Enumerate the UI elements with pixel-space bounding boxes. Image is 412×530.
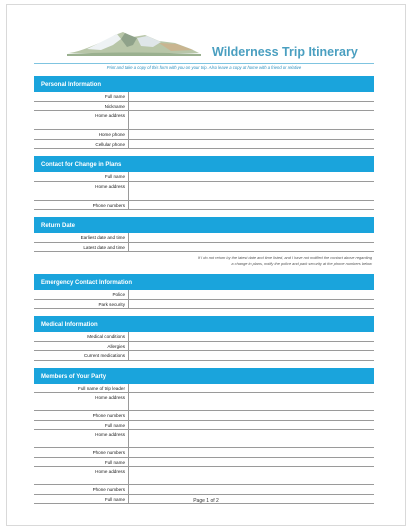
leader-address-field[interactable] (128, 393, 374, 410)
field-row (34, 233, 374, 243)
return-note-line: a change in plans, notify the police and park security at the phone numbers below (231, 261, 372, 266)
field-label: Phone numbers (92, 202, 125, 208)
field-label: Allergies (107, 343, 125, 349)
home-phone-field[interactable] (128, 130, 374, 139)
nickname-field[interactable] (128, 102, 374, 111)
field-row (34, 102, 374, 112)
field-row (34, 182, 374, 201)
field-row (34, 92, 374, 102)
field-row (34, 332, 374, 342)
medical-conditions-field[interactable] (128, 332, 374, 341)
return-note (34, 252, 374, 274)
itinerary-form (34, 76, 374, 504)
field-row (34, 290, 374, 300)
field-label: Earliest date and time (80, 235, 125, 240)
field-label: Current medications (83, 353, 125, 358)
mountain-logo-icon (63, 29, 203, 57)
field-label: Home phone (98, 132, 125, 137)
section-header-party: Members of Your Party (34, 368, 374, 384)
field-label: Nickname (104, 103, 125, 109)
return-note-line: If I do not return by the latest date and time listed, and I have not notified the contact above regarding (197, 255, 372, 260)
field-label: Latest date and time (83, 244, 125, 250)
field-row (34, 458, 374, 468)
section-header-medical: Medical Information (34, 316, 374, 332)
field-label: Home address (95, 432, 125, 437)
latest-return-field[interactable] (128, 243, 374, 252)
member-phone-field[interactable] (128, 448, 374, 457)
member-name-field[interactable] (128, 458, 374, 467)
cellular-phone-field[interactable] (128, 140, 374, 149)
field-row (34, 393, 374, 411)
member-address-field[interactable] (128, 430, 374, 447)
intro-instructions: Print and take a copy of this form with you on your trip. Also leave a copy at home with a friend or relative (106, 65, 302, 70)
member-phone-field[interactable] (128, 485, 374, 494)
section-header-return: Return Date (34, 217, 374, 233)
field-label: Home address (95, 183, 125, 189)
field-row (34, 351, 374, 361)
member-name-field[interactable] (128, 421, 374, 430)
medications-field[interactable] (128, 351, 374, 360)
field-row (34, 111, 374, 130)
contact-name-field[interactable] (128, 172, 374, 181)
leader-phone-field[interactable] (128, 411, 374, 420)
police-field[interactable] (128, 290, 374, 299)
full-name-field[interactable] (128, 92, 374, 101)
field-row (34, 243, 374, 253)
section-header-personal: Personal Information (34, 76, 374, 92)
section-header-contact: Contact for Change in Plans (34, 156, 374, 172)
field-label: Police (112, 292, 125, 297)
field-row (34, 201, 374, 211)
field-row (34, 300, 374, 310)
field-row (34, 430, 374, 448)
field-label: Full name of trip leader (78, 385, 125, 391)
field-label: Home address (95, 395, 125, 400)
field-row (34, 467, 374, 485)
field-row (34, 342, 374, 352)
field-label: Full name (104, 422, 125, 428)
field-label: Full name (104, 459, 125, 465)
field-label: Phone numbers (92, 450, 125, 455)
field-row (34, 485, 374, 495)
field-label: Full name (104, 174, 125, 179)
document-title: Wilderness Trip Itinerary (212, 45, 358, 59)
field-row (34, 140, 374, 150)
title-divider (34, 63, 374, 64)
section-header-emergency: Emergency Contact Information (34, 274, 374, 290)
page-number: Page 1 of 2 (193, 498, 219, 504)
field-row (34, 130, 374, 140)
field-label: Home address (95, 113, 125, 118)
field-row (34, 421, 374, 431)
member-address-field[interactable] (128, 467, 374, 484)
field-label: Park security (98, 301, 125, 307)
contact-phone-field[interactable] (128, 201, 374, 210)
contact-address-field[interactable] (128, 182, 374, 200)
allergies-field[interactable] (128, 342, 374, 351)
park-security-field[interactable] (128, 300, 374, 309)
leader-name-field[interactable] (128, 384, 374, 393)
field-row (34, 384, 374, 394)
field-label: Cellular phone (95, 141, 125, 147)
home-address-field[interactable] (128, 111, 374, 129)
field-label: Medical conditions (87, 334, 125, 339)
field-label: Phone numbers (92, 413, 125, 418)
field-label: Home address (95, 469, 125, 474)
field-label: Full name (104, 94, 125, 99)
field-row (34, 411, 374, 421)
field-row (34, 448, 374, 458)
field-row (34, 172, 374, 182)
field-label: Phone numbers (92, 487, 125, 492)
earliest-return-field[interactable] (128, 233, 374, 242)
field-label: Full name (104, 496, 125, 502)
